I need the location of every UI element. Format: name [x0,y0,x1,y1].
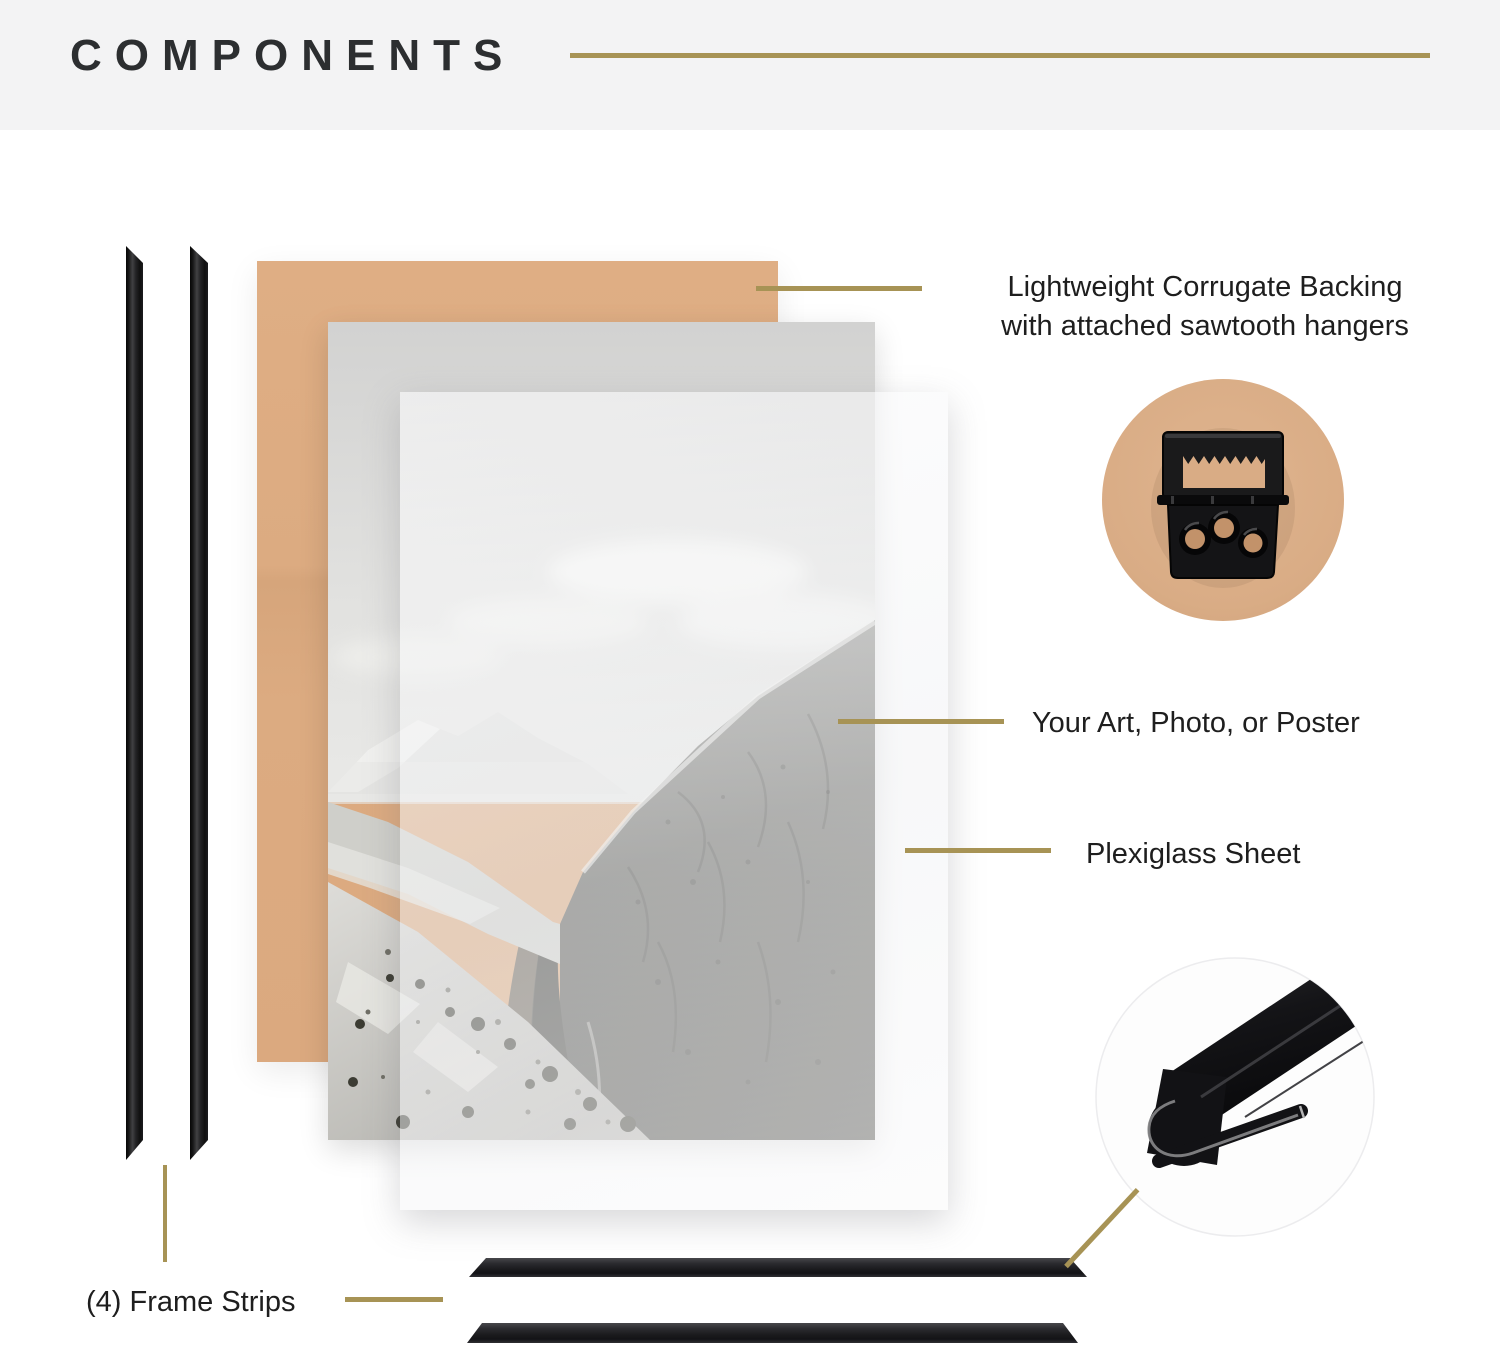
backing-connector-line [756,286,922,291]
frame-strips-connector-line [345,1297,443,1302]
header-rule [570,53,1430,58]
plexiglass-connector-line [905,848,1051,853]
backing-label [955,268,1455,346]
art-label: Your Art, Photo, or Poster [1032,707,1360,739]
frame-strips-vertical-connector-line [163,1165,167,1262]
frame-strip-profile-inset [1095,957,1375,1237]
frame-strip-horizontal-2 [467,1323,1078,1343]
art-connector-line [838,719,1004,724]
backing-label-line2: with attached sawtooth hangers [1001,310,1409,342]
plexiglass-label: Plexiglass Sheet [1086,838,1301,870]
plexiglass-sheet [400,392,948,1210]
page-title: COMPONENTS [70,31,516,80]
frame-strip-vertical-2 [190,246,208,1160]
sawtooth-hanger-inset [1101,378,1345,622]
frame-strips-label: (4) Frame Strips [86,1286,296,1318]
backing-label-line1: Lightweight Corrugate Backing [1007,271,1403,303]
frame-strip-profile-icon [1095,957,1375,1237]
frame-strip-horizontal-1 [469,1258,1087,1277]
frame-strip-vertical-1 [126,246,143,1160]
sawtooth-hanger-icon [1101,378,1345,622]
